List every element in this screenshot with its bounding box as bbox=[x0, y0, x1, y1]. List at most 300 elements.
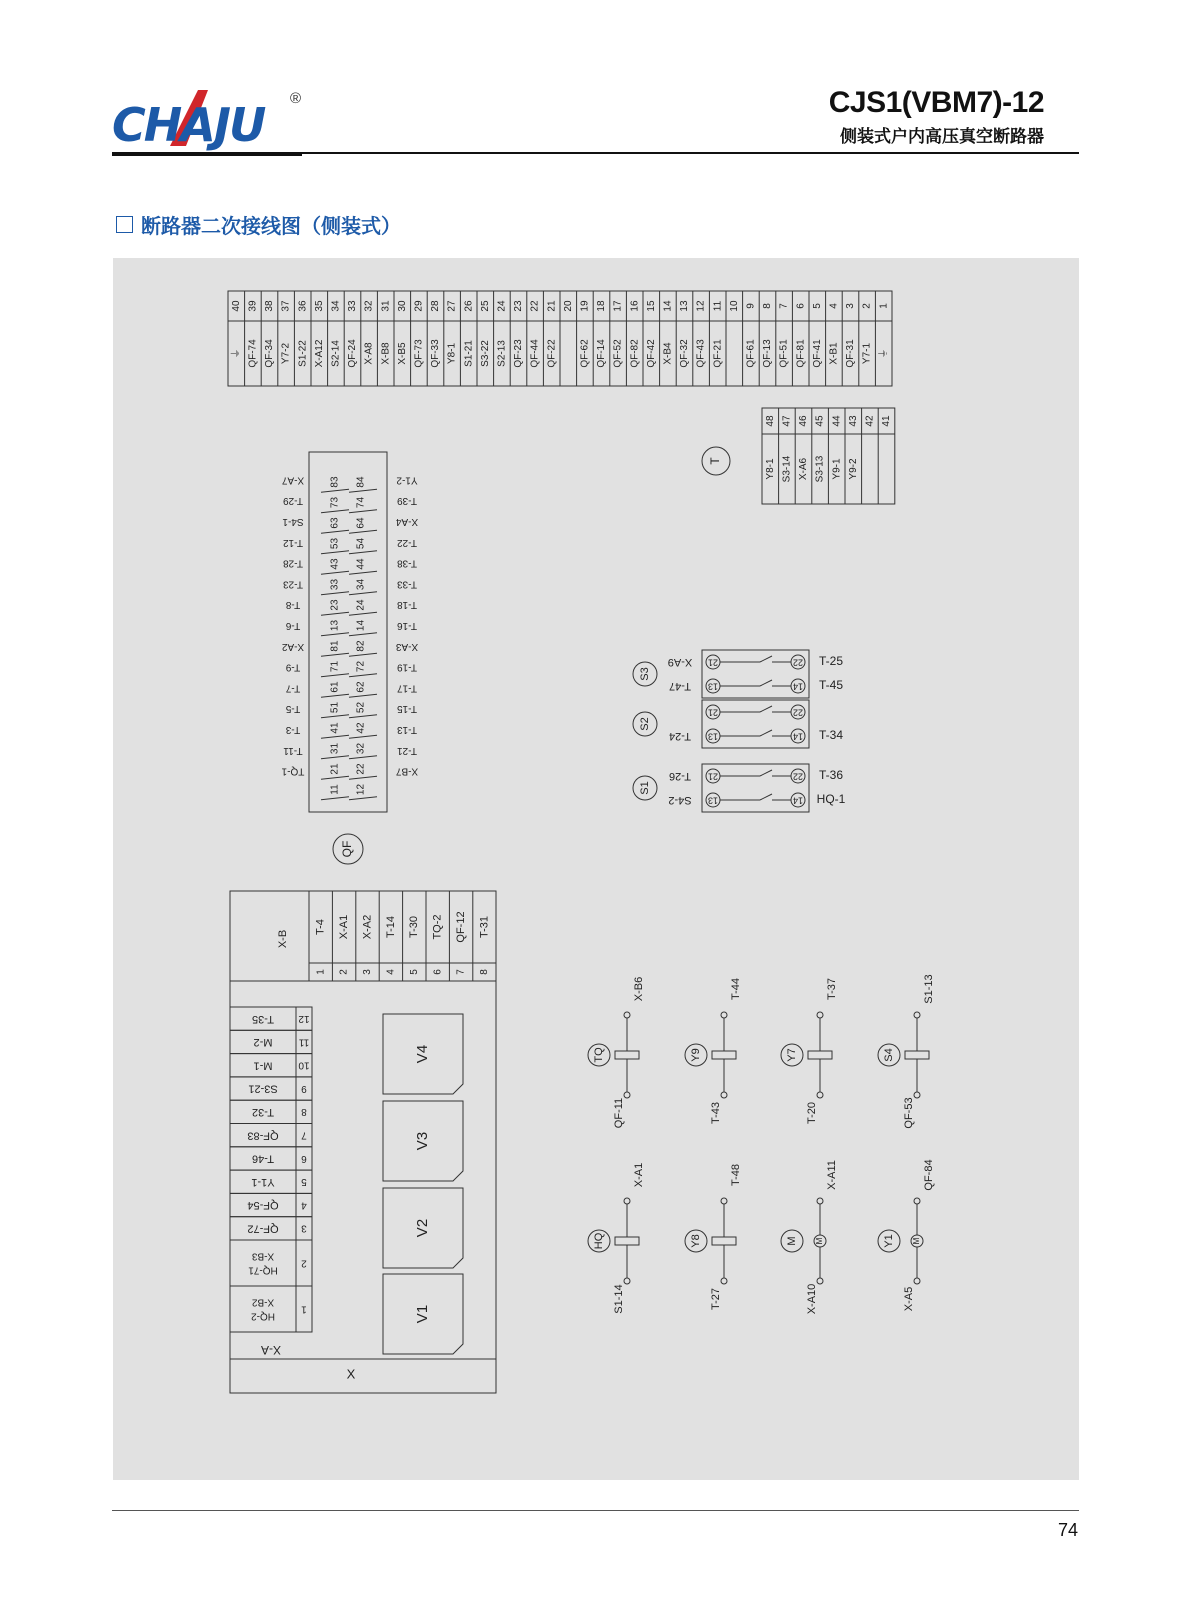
terminal-number: 42 bbox=[864, 415, 876, 427]
qf-contact-number: 82 bbox=[355, 640, 367, 652]
terminal-label: QF-33 bbox=[430, 339, 442, 368]
terminal-number: 44 bbox=[831, 415, 843, 427]
qf-wire-label-left: TQ-1 bbox=[281, 765, 305, 777]
qf-wire-label-left: T-28 bbox=[282, 557, 304, 569]
coil-symbol-icon bbox=[808, 1051, 832, 1059]
qf-wire-label-left: X-A2 bbox=[281, 640, 305, 652]
aux-contact bbox=[760, 730, 772, 736]
xa-terminal-label: M-2 bbox=[253, 1036, 273, 1049]
qf-contact-line bbox=[321, 612, 349, 615]
qf-contact-line bbox=[321, 592, 349, 595]
terminal-number: 26 bbox=[463, 300, 475, 312]
aux-wire-label-out: T-36 bbox=[818, 768, 844, 783]
terminal-number: 8 bbox=[762, 303, 774, 309]
qf-wire-label-right: T-18 bbox=[396, 599, 418, 611]
terminal-number: 13 bbox=[679, 300, 691, 312]
qf-contact-number: 71 bbox=[329, 660, 341, 673]
registered-mark: ® bbox=[290, 90, 302, 107]
terminal-number: 23 bbox=[513, 300, 525, 312]
coil-bottom-label: S1-14 bbox=[612, 1284, 625, 1314]
terminal-number: 38 bbox=[264, 300, 276, 312]
qf-contact-line bbox=[349, 551, 377, 554]
t-strip-id: T bbox=[708, 457, 723, 465]
coil-terminal bbox=[817, 1198, 823, 1204]
qf-wire-label-left: S4-1 bbox=[282, 515, 304, 527]
qf-contact-line bbox=[349, 612, 377, 615]
coil-symbol-icon bbox=[905, 1051, 929, 1059]
coil-bottom-label: X-A10 bbox=[805, 1283, 818, 1315]
coil-top-label: X-B6 bbox=[632, 976, 645, 1002]
xa-terminal-label: Y1-1 bbox=[251, 1175, 275, 1188]
coil-symbol-icon bbox=[712, 1051, 736, 1059]
aux-terminal-number: 14 bbox=[792, 731, 804, 742]
rectifier-label: V1 bbox=[413, 1304, 431, 1324]
xb-terminal-label: X-A1 bbox=[338, 914, 351, 940]
qf-contact-line bbox=[321, 735, 349, 738]
terminal-label: QF-51 bbox=[778, 339, 790, 368]
terminal-number: 5 bbox=[811, 303, 823, 309]
terminal-label: X-A8 bbox=[363, 342, 375, 365]
terminal-number: 25 bbox=[479, 300, 491, 312]
coil-bottom-label: X-A5 bbox=[902, 1286, 915, 1312]
xa-terminal-label: T-35 bbox=[251, 1012, 275, 1025]
qf-wire-label-right: T-16 bbox=[396, 619, 418, 631]
qf-contact-line bbox=[349, 530, 377, 533]
header-rule-accent bbox=[112, 153, 302, 156]
qf-contact-number: 61 bbox=[329, 681, 341, 693]
terminal-number: 37 bbox=[280, 300, 292, 312]
qf-wire-label-right: X-A4 bbox=[395, 515, 419, 527]
coil-top-label: S1-13 bbox=[922, 974, 935, 1004]
terminal-label: ⏚ bbox=[878, 348, 890, 359]
xa-terminal-label: M-1 bbox=[253, 1059, 273, 1072]
terminal-number: 10 bbox=[728, 300, 740, 312]
model-title: CJS1(VBM7)-12 bbox=[828, 86, 1044, 119]
checkbox-square-icon bbox=[116, 216, 133, 233]
terminal-label: Y8-1 bbox=[446, 342, 458, 365]
xa-terminal-number: 9 bbox=[301, 1082, 307, 1094]
terminal-label: QF-24 bbox=[347, 339, 359, 368]
terminal-label: QF-62 bbox=[579, 339, 591, 368]
qf-contact-number: 63 bbox=[329, 517, 341, 529]
qf-contact-line bbox=[349, 715, 377, 718]
xa-label-cell bbox=[230, 1286, 296, 1332]
terminal-number: 14 bbox=[662, 300, 674, 312]
coil-symbol-icon bbox=[615, 1051, 639, 1059]
qf-wire-label-right: T-38 bbox=[396, 557, 418, 569]
terminal-label: QF-81 bbox=[795, 339, 807, 368]
qf-contact-line bbox=[349, 797, 377, 800]
qf-wire-label-left: T-23 bbox=[282, 578, 304, 590]
xb-terminal-label: QF-12 bbox=[455, 911, 468, 943]
qf-contact-number: 13 bbox=[329, 619, 341, 632]
qf-contact-line bbox=[321, 756, 349, 759]
qf-wire-label-right: X-A3 bbox=[395, 640, 419, 652]
coil-top-label: X-A11 bbox=[825, 1160, 838, 1190]
qf-contact-number: 83 bbox=[329, 476, 341, 488]
aux-switch-id: S2 bbox=[638, 717, 651, 731]
xa-terminal-label: T-46 bbox=[251, 1152, 275, 1165]
terminal-number: 19 bbox=[579, 300, 591, 312]
qf-contact-line bbox=[349, 571, 377, 574]
coil-terminal bbox=[817, 1278, 823, 1284]
coil-terminal bbox=[624, 1012, 630, 1018]
xa-terminal-number: 12 bbox=[298, 1013, 310, 1025]
terminal-number: 16 bbox=[629, 300, 641, 312]
terminal-label: QF-14 bbox=[596, 339, 608, 368]
terminal-number: 28 bbox=[430, 300, 442, 312]
xb-terminal-label: T-4 bbox=[314, 919, 327, 935]
coil-top-label: T-44 bbox=[729, 977, 742, 1001]
xb-terminal-number: 7 bbox=[455, 969, 467, 975]
qf-contact-number: 22 bbox=[355, 763, 367, 775]
qf-contact-line bbox=[349, 653, 377, 656]
coil-id: Y7 bbox=[785, 1048, 798, 1062]
xa-terminal-label: X-B2 bbox=[251, 1296, 275, 1308]
qf-contact-line bbox=[349, 592, 377, 595]
qf-contact-line bbox=[321, 674, 349, 677]
terminal-number: 45 bbox=[814, 415, 826, 427]
qf-wire-label-right: X-B7 bbox=[395, 765, 419, 777]
coil-terminal bbox=[721, 1012, 727, 1018]
xa-terminal-number: 7 bbox=[301, 1129, 307, 1141]
qf-contact-number: 62 bbox=[355, 681, 367, 693]
aux-wire-label-in: T-26 bbox=[668, 770, 692, 783]
terminal-label: X-A12 bbox=[313, 339, 325, 368]
xa-terminal-label: QF-83 bbox=[247, 1129, 279, 1142]
terminal-label: S1-21 bbox=[463, 340, 475, 367]
terminal-label: QF-22 bbox=[546, 339, 558, 368]
qf-contact-number: 31 bbox=[329, 742, 341, 755]
qf-contact-line bbox=[321, 653, 349, 656]
terminal-number: 9 bbox=[745, 303, 757, 309]
xb-terminal-number: 8 bbox=[479, 969, 491, 975]
xb-terminal-label: T-30 bbox=[408, 915, 421, 939]
qf-wire-label-right: T-21 bbox=[396, 744, 418, 756]
motor-symbol-label: M bbox=[912, 1237, 922, 1245]
coil-terminal bbox=[914, 1198, 920, 1204]
coil-top-label: QF-84 bbox=[922, 1159, 935, 1191]
coil-bottom-label: QF-11 bbox=[612, 1097, 625, 1129]
coil-terminal bbox=[624, 1278, 630, 1284]
terminal-number: 12 bbox=[695, 300, 707, 312]
aux-wire-label-out: HQ-1 bbox=[816, 792, 846, 807]
qf-contact-line bbox=[321, 715, 349, 718]
terminal-label: Y9-1 bbox=[831, 458, 843, 480]
aux-contact bbox=[760, 706, 772, 712]
terminal-label: QF-23 bbox=[513, 339, 525, 368]
qf-id: QF bbox=[340, 840, 355, 858]
coil-bottom-label: T-43 bbox=[709, 1101, 722, 1125]
xb-terminal-number: 4 bbox=[385, 969, 397, 975]
terminal-label: QF-41 bbox=[811, 339, 823, 368]
qf-switch-block bbox=[309, 452, 387, 812]
coil-id: M bbox=[785, 1236, 798, 1246]
terminal-number: 35 bbox=[313, 300, 325, 312]
coil-terminal bbox=[624, 1198, 630, 1204]
terminal-label: QF-73 bbox=[413, 339, 425, 368]
xb-terminal-number: 5 bbox=[408, 969, 420, 975]
terminal-label: Y9-2 bbox=[847, 458, 859, 480]
qf-contact-number: 24 bbox=[355, 599, 367, 611]
x-id: X bbox=[346, 1366, 356, 1382]
qf-wire-label-left: T-12 bbox=[282, 536, 304, 548]
terminal-label: S2-14 bbox=[330, 340, 342, 367]
xa-terminal-number: 5 bbox=[301, 1176, 307, 1188]
xa-terminal-label: HQ-71 bbox=[248, 1264, 278, 1276]
qf-contact-number: 34 bbox=[355, 578, 367, 591]
wiring-diagram-panel bbox=[113, 258, 1079, 1480]
xa-terminal-label: S3-21 bbox=[248, 1082, 278, 1095]
coil-terminal bbox=[914, 1092, 920, 1098]
section-title: 断路器二次接线图（侧装式） bbox=[141, 216, 401, 238]
terminal-number: 33 bbox=[347, 300, 359, 312]
terminal-label: QF-74 bbox=[247, 339, 259, 368]
terminal-label: QF-52 bbox=[612, 339, 624, 368]
coil-terminal bbox=[721, 1198, 727, 1204]
xb-terminal-number: 1 bbox=[315, 969, 327, 975]
qf-contact-line bbox=[349, 776, 377, 779]
aux-contact bbox=[760, 770, 772, 776]
qf-wire-label-right: T-15 bbox=[396, 703, 418, 715]
aux-terminal-number: 13 bbox=[707, 681, 719, 692]
qf-contact-line bbox=[349, 510, 377, 513]
terminal-label: X-A6 bbox=[798, 457, 810, 481]
terminal-number: 3 bbox=[845, 303, 857, 309]
xa-terminal-label: QF-72 bbox=[247, 1222, 279, 1235]
terminal-number: 11 bbox=[712, 300, 724, 312]
xb-terminal-label: X-A2 bbox=[361, 914, 374, 940]
qf-contact-number: 74 bbox=[355, 496, 367, 509]
qf-contact-number: 84 bbox=[355, 476, 367, 488]
terminal-label: X-B5 bbox=[396, 342, 408, 365]
qf-wire-label-right: T-39 bbox=[396, 495, 418, 507]
qf-contact-number: 43 bbox=[329, 558, 341, 570]
terminal-label: QF-34 bbox=[264, 339, 276, 368]
terminal-number: 21 bbox=[546, 300, 558, 312]
qf-contact-number: 33 bbox=[329, 578, 341, 591]
aux-wire-label-in: S4-2 bbox=[668, 794, 692, 807]
aux-terminal-number: 21 bbox=[707, 707, 719, 718]
aux-terminal-number: 22 bbox=[792, 771, 804, 782]
terminal-number: 36 bbox=[297, 300, 309, 312]
xb-id: X-B bbox=[276, 929, 289, 949]
qf-contact-line bbox=[321, 776, 349, 779]
aux-contact bbox=[760, 680, 772, 686]
qf-wire-label-right: T-22 bbox=[396, 536, 418, 548]
coil-bottom-label: QF-53 bbox=[902, 1097, 915, 1129]
coil-bottom-label: T-20 bbox=[805, 1101, 818, 1125]
xa-terminal-number: 2 bbox=[301, 1257, 307, 1269]
xa-terminal-label: X-B3 bbox=[251, 1250, 275, 1262]
xa-terminal-number: 3 bbox=[301, 1222, 307, 1234]
terminal-number: 24 bbox=[496, 300, 508, 312]
terminal-number: 2 bbox=[861, 303, 873, 309]
aux-terminal-number: 22 bbox=[792, 657, 804, 668]
terminal-label: QF-42 bbox=[645, 339, 657, 368]
xb-terminal-number: 6 bbox=[432, 969, 444, 975]
terminal-number: 27 bbox=[446, 300, 458, 312]
coil-id: Y8 bbox=[689, 1234, 702, 1248]
terminal-label: QF-43 bbox=[695, 339, 707, 368]
rectifier-label: V4 bbox=[413, 1044, 431, 1064]
product-name: 侧装式户内高压真空断路器 bbox=[840, 127, 1044, 146]
qf-contact-line bbox=[349, 489, 377, 492]
motor-symbol-label: M bbox=[815, 1237, 825, 1245]
qf-wire-label-left: T-5 bbox=[285, 703, 301, 715]
qf-contact-number: 73 bbox=[329, 496, 341, 509]
coil-terminal bbox=[624, 1092, 630, 1098]
qf-wire-label-left: T-8 bbox=[285, 599, 301, 611]
terminal-number: 20 bbox=[562, 300, 574, 312]
aux-switch-id: S3 bbox=[638, 667, 651, 681]
qf-contact-line bbox=[349, 735, 377, 738]
qf-contact-number: 21 bbox=[329, 763, 341, 775]
xa-terminal-number: 1 bbox=[301, 1303, 307, 1315]
qf-contact-number: 23 bbox=[329, 599, 341, 611]
xa-terminal-label: T-32 bbox=[251, 1105, 275, 1118]
qf-wire-label-right: T-19 bbox=[396, 661, 418, 673]
qf-contact-number: 51 bbox=[329, 701, 341, 714]
coil-terminal bbox=[817, 1012, 823, 1018]
terminal-label: QF-82 bbox=[629, 339, 641, 368]
terminal-number: 30 bbox=[396, 300, 408, 312]
qf-contact-line bbox=[321, 571, 349, 574]
terminal-number: 47 bbox=[781, 415, 793, 427]
qf-contact-line bbox=[321, 510, 349, 513]
terminal-number: 1 bbox=[878, 303, 890, 309]
terminal-label: ⏚ bbox=[230, 348, 242, 359]
aux-terminal-number: 14 bbox=[792, 681, 804, 692]
brand-logo bbox=[112, 84, 312, 154]
aux-switch-id: S1 bbox=[638, 781, 651, 795]
xb-terminal-number: 3 bbox=[362, 969, 374, 975]
qf-contact-line bbox=[349, 633, 377, 636]
qf-contact-number: 11 bbox=[329, 784, 341, 795]
terminal-label: X-B1 bbox=[828, 342, 840, 365]
terminal-number: 17 bbox=[612, 300, 624, 312]
aux-wire-label-in: X-A9 bbox=[667, 656, 693, 669]
terminal-number: 31 bbox=[380, 300, 392, 312]
qf-contact-line bbox=[349, 674, 377, 677]
terminal-number: 15 bbox=[645, 300, 657, 312]
xb-terminal-label: T-14 bbox=[384, 915, 397, 939]
qf-wire-label-left: T-3 bbox=[285, 723, 301, 735]
qf-contact-number: 41 bbox=[329, 722, 341, 734]
terminal-number: 48 bbox=[764, 415, 776, 427]
aux-wire-label-in: T-24 bbox=[668, 730, 692, 743]
qf-wire-label-left: T-9 bbox=[285, 661, 301, 673]
qf-contact-number: 64 bbox=[355, 517, 367, 529]
terminal-label: X-B8 bbox=[380, 342, 392, 365]
aux-wire-label-out: T-25 bbox=[818, 654, 844, 669]
coil-id: HQ bbox=[592, 1232, 605, 1250]
aux-wire-label-in: T-47 bbox=[668, 680, 692, 693]
coil-symbol-icon bbox=[615, 1237, 639, 1245]
xa-terminal-number: 10 bbox=[298, 1059, 310, 1071]
terminal-number: 32 bbox=[363, 300, 375, 312]
terminal-number: 4 bbox=[828, 303, 840, 309]
rectifier-label: V2 bbox=[413, 1218, 431, 1238]
section-heading bbox=[116, 210, 401, 239]
xa-terminal-number: 4 bbox=[301, 1199, 307, 1211]
aux-terminal-number: 13 bbox=[707, 731, 719, 742]
xa-terminal-label: HQ-2 bbox=[251, 1310, 275, 1322]
terminal-label: Y7-1 bbox=[861, 342, 873, 365]
qf-wire-label-left: X-A7 bbox=[281, 474, 305, 486]
qf-contact-line bbox=[321, 797, 349, 800]
xb-terminal-number: 2 bbox=[338, 969, 350, 975]
qf-wire-label-right: T-17 bbox=[396, 682, 418, 694]
qf-wire-label-left: T-7 bbox=[285, 682, 301, 694]
qf-contact-number: 52 bbox=[355, 701, 367, 714]
qf-contact-number: 32 bbox=[355, 742, 367, 755]
coil-terminal bbox=[914, 1012, 920, 1018]
page-number: 74 bbox=[1057, 1520, 1078, 1540]
qf-wire-label-right: Y1-2 bbox=[396, 474, 418, 486]
coil-top-label: X-A1 bbox=[632, 1162, 645, 1188]
qf-contact-line bbox=[321, 489, 349, 492]
qf-wire-label-right: T-13 bbox=[396, 723, 418, 735]
qf-contact-number: 42 bbox=[355, 722, 367, 734]
footer-rule bbox=[112, 1510, 1079, 1511]
terminal-number: 18 bbox=[596, 300, 608, 312]
terminal-label: QF-21 bbox=[712, 339, 724, 368]
coil-bottom-label: T-27 bbox=[709, 1287, 722, 1311]
coil-id: S4 bbox=[882, 1048, 895, 1062]
terminal-label: Y8-1 bbox=[764, 458, 776, 480]
terminal-number: 46 bbox=[798, 415, 810, 427]
qf-contact-number: 53 bbox=[329, 537, 341, 550]
qf-contact-line bbox=[349, 756, 377, 759]
xa-terminal-number: 11 bbox=[298, 1036, 310, 1048]
qf-wire-label-right: T-33 bbox=[396, 578, 418, 590]
terminal-number: 29 bbox=[413, 300, 425, 312]
qf-contact-line bbox=[321, 530, 349, 533]
terminal-label: S2-13 bbox=[496, 340, 508, 367]
terminal-number: 34 bbox=[330, 300, 342, 312]
xb-terminal-label: T-31 bbox=[478, 915, 491, 939]
aux-contact bbox=[760, 794, 772, 800]
qf-contact-number: 12 bbox=[355, 783, 367, 796]
terminal-label: QF-31 bbox=[845, 339, 857, 368]
aux-terminal-number: 21 bbox=[707, 657, 719, 668]
xb-terminal-label: TQ-2 bbox=[431, 914, 444, 940]
xa-label-cell bbox=[230, 1240, 296, 1286]
xa-terminal-label: QF-54 bbox=[247, 1199, 279, 1212]
coil-id: Y9 bbox=[689, 1048, 702, 1062]
coil-id: TQ bbox=[592, 1047, 605, 1063]
terminal-label: QF-44 bbox=[529, 339, 541, 368]
aux-contact bbox=[760, 656, 772, 662]
xa-terminal-number: 6 bbox=[301, 1152, 307, 1164]
terminal-number: 39 bbox=[247, 300, 259, 312]
coil-terminal bbox=[721, 1278, 727, 1284]
coil-top-label: T-37 bbox=[825, 977, 838, 1001]
terminal-number: 40 bbox=[230, 300, 242, 312]
terminal-label: S1-22 bbox=[297, 340, 309, 367]
qf-contact-line bbox=[321, 633, 349, 636]
terminal-label: Y7-2 bbox=[280, 342, 292, 365]
aux-terminal-number: 13 bbox=[707, 795, 719, 806]
aux-terminal-number: 21 bbox=[707, 771, 719, 782]
aux-wire-label-out: T-45 bbox=[818, 678, 844, 693]
qf-wire-label-left: T-11 bbox=[283, 744, 303, 756]
terminal-label: X-B4 bbox=[662, 342, 674, 365]
brand-wordmark: CHAJU bbox=[112, 98, 265, 152]
terminal-label: QF-13 bbox=[762, 339, 774, 368]
xa-id: X-A bbox=[260, 1342, 282, 1357]
